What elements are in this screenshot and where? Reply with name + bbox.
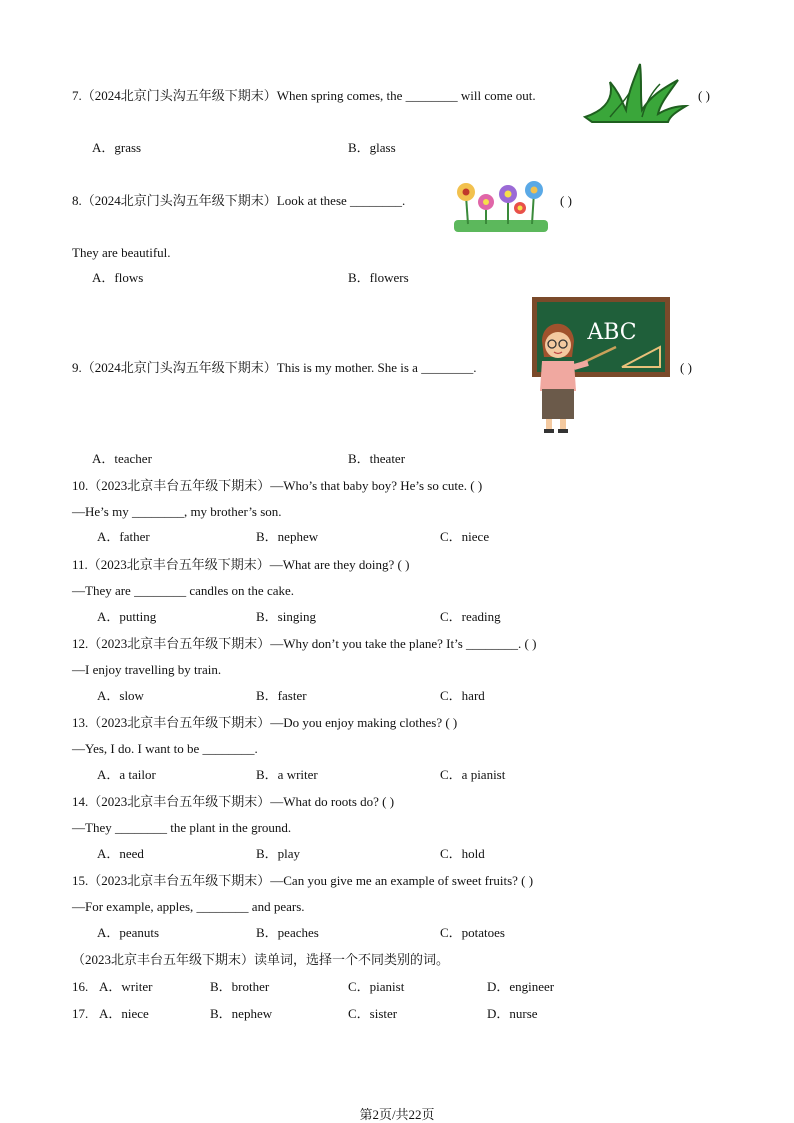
q16-option-c[interactable]: C．pianist [348, 979, 405, 994]
q9-option-a[interactable]: A．teacher [92, 451, 152, 466]
q8-option-a[interactable]: A．flows [92, 270, 144, 285]
q12-stem: 12.（2023北京丰台五年级下期末）—Why don’t you take the plane? It’s ________. ( ) [72, 636, 537, 651]
q7-option-a[interactable]: A．grass [92, 140, 142, 155]
q9-stem: 9.（2024北京门头沟五年级下期末）This is my mother. She is a ________. [72, 360, 477, 375]
q15-option-b[interactable]: B．peaches [256, 925, 319, 940]
q10-stem: 10.（2023北京丰台五年级下期末）—Who’s that baby boy? He’s so cute. ( ) [72, 478, 483, 493]
q13-option-c[interactable]: C．a pianist [440, 767, 506, 782]
flowers-illustration [452, 166, 550, 234]
q8-answer-paren: ( ) [560, 193, 572, 208]
q10-option-a[interactable]: A．father [97, 529, 150, 544]
q17-number: 17. [72, 1006, 89, 1021]
q7-option-b[interactable]: B．glass [348, 140, 396, 155]
q12-option-c[interactable]: C．hard [440, 688, 485, 703]
q14-response: —They ________ the plant in the ground. [72, 820, 292, 835]
q14-option-b[interactable]: B．play [256, 846, 301, 861]
q14-option-c[interactable]: C．hold [440, 846, 485, 861]
q17-option-d[interactable]: D．nurse [487, 1006, 538, 1021]
q17-option-c[interactable]: C．sister [348, 1006, 398, 1021]
q16-option-b[interactable]: B．brother [210, 979, 270, 994]
q14-option-a[interactable]: A．need [97, 846, 144, 861]
q8-followup: They are beautiful. [72, 245, 171, 260]
teacher-illustration [530, 295, 672, 437]
q9-option-b[interactable]: B．theater [348, 451, 406, 466]
q12-response: —I enjoy travelling by train. [72, 662, 222, 677]
q10-option-b[interactable]: B．nephew [256, 529, 319, 544]
q15-option-c[interactable]: C．potatoes [440, 925, 505, 940]
q7-answer-paren: ( ) [698, 88, 710, 103]
q15-option-a[interactable]: A．peanuts [97, 925, 160, 940]
q15-stem: 15.（2023北京丰台五年级下期末）—Can you give me an example of sweet fruits? ( ) [72, 873, 534, 888]
q11-option-a[interactable]: A．putting [97, 609, 157, 624]
q16-option-a[interactable]: A．writer [99, 979, 153, 994]
q11-stem: 11.（2023北京丰台五年级下期末）—What are they doing? ( ) [72, 557, 410, 572]
q13-stem: 13.（2023北京丰台五年级下期末）—Do you enjoy making clothes? ( ) [72, 715, 458, 730]
q16-option-d[interactable]: D．engineer [487, 979, 555, 994]
q13-option-a[interactable]: A．a tailor [97, 767, 156, 782]
q12-option-b[interactable]: B．faster [256, 688, 307, 703]
q17-option-a[interactable]: A．niece [99, 1006, 149, 1021]
q10-option-c[interactable]: C．niece [440, 529, 490, 544]
q15-response: —For example, apples, ________ and pears. [72, 899, 305, 914]
page-footer: 第2页/共22页 [359, 1107, 435, 1122]
q11-option-c[interactable]: C．reading [440, 609, 501, 624]
q16-number: 16. [72, 979, 89, 994]
q13-response: —Yes, I do. I want to be ________. [72, 741, 258, 756]
section-instructions: （2023北京丰台五年级下期末）读单词，选择一个不同类别的词。 [72, 952, 450, 967]
q12-option-a[interactable]: A．slow [97, 688, 144, 703]
grass-illustration [580, 62, 690, 124]
q10-response: —He’s my ________, my brother’s son. [72, 504, 282, 519]
q8-option-b[interactable]: B．flowers [348, 270, 409, 285]
q17-option-b[interactable]: B．nephew [210, 1006, 273, 1021]
q8-stem: 8.（2024北京门头沟五年级下期末）Look at these ________. [72, 193, 406, 208]
q9-answer-paren: ( ) [680, 360, 692, 375]
q9-board-text: ABC [587, 320, 637, 345]
q11-response: —They are ________ candles on the cake. [72, 583, 295, 598]
q14-stem: 14.（2023北京丰台五年级下期末）—What do roots do? ( ) [72, 794, 395, 809]
q7-stem: 7.（2024北京门头沟五年级下期末）When spring comes, the ________ will come out. [72, 88, 536, 103]
q13-option-b[interactable]: B．a writer [256, 767, 318, 782]
q11-option-b[interactable]: B．singing [256, 609, 316, 624]
